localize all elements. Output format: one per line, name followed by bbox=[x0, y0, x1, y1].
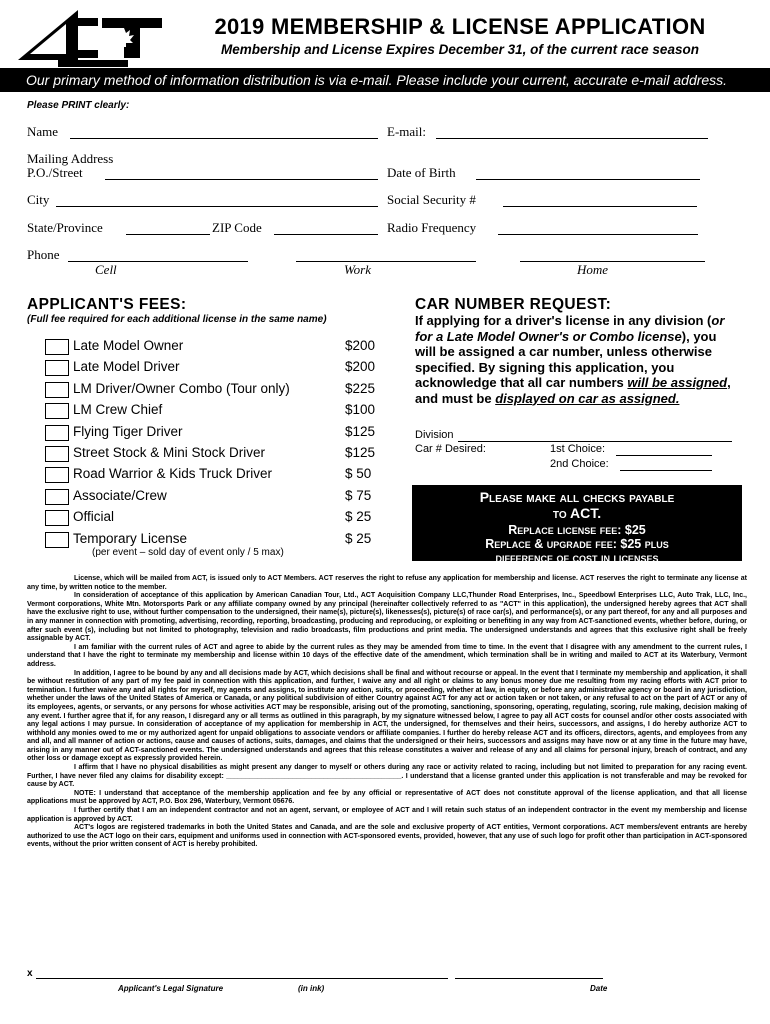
fee-price: $125 bbox=[345, 423, 376, 439]
form-title: 2019 MEMBERSHIP & LICENSE APPLICATION bbox=[214, 14, 706, 39]
fee-row bbox=[45, 509, 390, 527]
first-choice-field[interactable] bbox=[616, 455, 712, 456]
legal-terms bbox=[27, 575, 747, 850]
radio-field[interactable] bbox=[498, 234, 698, 235]
fee-row bbox=[45, 424, 390, 442]
division-field[interactable] bbox=[458, 441, 732, 442]
signature-label: Applicant's Legal Signature bbox=[118, 984, 224, 993]
dob-field[interactable] bbox=[476, 179, 700, 180]
date-label: Date bbox=[590, 984, 608, 993]
difference-of-cost: difference of cost in licenses bbox=[495, 551, 659, 565]
phone-cell-label: Cell bbox=[95, 262, 117, 277]
date-field[interactable] bbox=[455, 978, 603, 979]
legal-paragraph: I am familiar with the current rules of ACT and agree to abide by the current rules as they may be amended from time to time. In the event that I disagree with any amendment to the current rules, I understand that I have the right to terminate my membership and license within 10 days of the effective date of the amendment, which termination shall be in writing and mailed to ACT at its Waterbury, Vermont address. bbox=[27, 643, 747, 668]
fees-heading: APPLICANT'S FEES: bbox=[27, 296, 187, 313]
fee-checkbox[interactable] bbox=[45, 532, 69, 548]
fee-checkbox[interactable] bbox=[45, 446, 69, 462]
legal-paragraph: In addition, I agree to be bound by any and all decisions made by ACT, which decisions shall be final and without recourse or appeal. In the event that I terminate my membership and application, it shall be without restitution of any part of my fee paid in connection with this application, and further, I waive any and all right or claims to any bonus money due me resulting from my racing efforts with ACT prior to termination. I further waive any and all rights for myself, my agents and assigns, to institute any action, suits, or proceeding, whether at law, in equity, or before any administrative agency or board in any jurisdiction, whether under the laws of the United States of America or Canada, or any political subdivision of either Country against ACT for any act or action taken or not taken, or any refusal to act on the part of ACT or any of its employees, agents, or servants, or any persons for whose activities ACT may be responsible, arising out of the promoting, sanctioning, sponsoring, operating, regulating, scoring, rule making, decision making of any event. I further agree that if, for any reason, I disregard any or all terms as outlined in this paragraph, by my signature witnessed below, I agree to pay all ACT costs for counsel and/or other costs associated with any legal actions I may pursue. In consideration of acceptance of my application for membership in ACT, the undersigned, for themselves and their heirs, successors, and assigns, I do hereby authorize ACT to withhold any monies owed to me or my authorized agent for unpaid obligations to associate vendors or affiliate companies. I further do hereby release ACT and its officers, directors, agents, and employees from any and all, and all manner of action or actions, cause and causes of actions, suits, damages, and claims that the undersigned or their heirs, successors and assigns may have now or at any time in the future may have, arising in any manner out of ACT-sanctioned events. The undersigned understands and agrees that this release constitutes a waiver and release of any and all claims for personal injury, breach of contract, and any other loss or damage except as expressly provided herein. bbox=[27, 669, 747, 763]
po-street-label: P.O./Street bbox=[27, 165, 83, 180]
phone-work-field[interactable] bbox=[296, 261, 476, 262]
fee-label: Official bbox=[73, 509, 115, 525]
fee-label: Temporary License bbox=[73, 530, 188, 546]
temporary-license-note: (per event – sold day of event only / 5 max) bbox=[92, 547, 284, 558]
fee-price: $ 25 bbox=[345, 509, 372, 525]
fee-row bbox=[45, 381, 390, 399]
signature-field[interactable] bbox=[36, 978, 448, 979]
legal-paragraph: I affirm that I have no physical disabilities as might present any danger to myself or others during any race or activity related to racing, including but not limited to preparation for any racing event. Further, I have never filed any claims for disability except: _____________________________________________. I understand that a license granted under this application is not transferable and may be revoked for cause by ACT. bbox=[27, 764, 747, 789]
state-label: State/Province bbox=[27, 220, 103, 235]
fee-row bbox=[45, 445, 390, 463]
fee-price: $ 25 bbox=[345, 530, 372, 546]
print-clearly-note: Please PRINT clearly: bbox=[27, 100, 130, 111]
phone-work-label: Work bbox=[344, 262, 371, 277]
fee-row bbox=[45, 531, 390, 549]
name-label: Name bbox=[27, 124, 59, 139]
phone-home-field[interactable] bbox=[520, 261, 705, 262]
fee-label: LM Crew Chief bbox=[73, 402, 163, 418]
checks-line2: to ACT. bbox=[552, 505, 602, 521]
fee-checkbox[interactable] bbox=[45, 510, 69, 526]
form-subtitle: Membership and License Expires December 31, of the current race season bbox=[221, 42, 699, 57]
second-choice-field[interactable] bbox=[620, 470, 712, 471]
fee-label: Late Model Driver bbox=[73, 359, 180, 375]
fee-checkbox[interactable] bbox=[45, 339, 69, 355]
city-field[interactable] bbox=[56, 206, 378, 207]
signature-x-mark: x bbox=[27, 968, 33, 979]
email-notice-banner: Our primary method of information distribution is via e-mail. Please include your current, accurate e-mail address. bbox=[0, 68, 770, 92]
fee-label: Road Warrior & Kids Truck Driver bbox=[73, 466, 273, 482]
fee-row bbox=[45, 338, 390, 356]
state-field[interactable] bbox=[126, 234, 210, 235]
fee-row bbox=[45, 402, 390, 420]
dob-label: Date of Birth bbox=[387, 165, 456, 180]
legal-paragraph: ACT's logos are registered trademarks in both the United States and Canada, and are the sole and exclusive property of ACT entities, Vermont corporations. ACT members/event entrants are hereby authorized to use the ACT logo on their cars, equipment and uniforms used in connection with ACT-sponsored events, provided, however, that any use of such logo for profit other than participation in ACT-sponsored events, without the prior written consent of ACT is hereby prohibited. bbox=[27, 824, 747, 849]
first-choice-label: 1st Choice: bbox=[550, 443, 606, 455]
fee-checkbox[interactable] bbox=[45, 489, 69, 505]
fee-checkbox[interactable] bbox=[45, 425, 69, 441]
email-label: E-mail: bbox=[387, 124, 426, 139]
act-logo bbox=[18, 10, 168, 68]
legal-paragraph: I further certify that I am an independent contractor and not an agent, servant, or employee of ACT and I will retain such status of an independent contractor in the event my membership and license application is approved by ACT. bbox=[27, 807, 747, 823]
car-request-heading: CAR NUMBER REQUEST: bbox=[415, 296, 612, 313]
fee-price: $ 50 bbox=[345, 466, 372, 482]
division-label: Division bbox=[415, 429, 454, 441]
signature-ink-note: (in ink) bbox=[298, 984, 325, 993]
zip-field[interactable] bbox=[274, 234, 378, 235]
fee-price: $100 bbox=[345, 402, 376, 418]
replace-license-fee: Replace license fee: $25 bbox=[508, 523, 646, 537]
fee-checkbox[interactable] bbox=[45, 467, 69, 483]
fee-price: $ 75 bbox=[345, 487, 372, 503]
legal-paragraph: License, which will be mailed from ACT, is issued only to ACT Members. ACT reserves the right to refuse any application for membership and license. ACT reserves the right to terminate any license at any time, by written notice to the member. bbox=[27, 575, 747, 591]
car-request-text: If applying for a driver's license in any division (or for a Late Model Owner's or Combo license), you will be assigned a car number, unless otherwise specified. By signing this application, you acknowledge that all car numbers will be assigned, and must be displayed on car as assigned. bbox=[415, 313, 731, 406]
fee-label: Street Stock & Mini Stock Driver bbox=[73, 445, 266, 460]
fee-checkbox[interactable] bbox=[45, 360, 69, 376]
fee-label: LM Driver/Owner Combo (Tour only) bbox=[73, 380, 290, 396]
legal-paragraph: NOTE: I understand that acceptance of the membership application and fee by any official or representative of ACT does not constitute approval of the license application, and that all license applications must be approved by ACT, P.O. Box 296, Waterbury, Vermont 05676. bbox=[27, 789, 747, 806]
radio-label: Radio Frequency bbox=[387, 220, 477, 235]
legal-paragraph: In consideration of acceptance of this application by American Canadian Tour, Ltd., ACT Acquisition Company LLC,Thunder Road Enterprises, Inc., Speedbowl Enterprises LLC, Auto Trak, LLC, Inc., Vermont corporations, White Mtn. Motorsports Park or any affiliate company owned by any principal (hereinafter collectively referred to as "ACT" in this application), the undersigned hereby agrees that ACT shall have the exclusive right to use, without further compensation to the undersigned, their name(s), picture(s), likenesses(s), picture(s) of race car(s), and performance(s), or any part thereof, for any and all purposes and in any manner in connection with promoting, advertising, recording, reporting, broadcasting, producing and reproducing, or exploiting or benefiting in any way from ACT-sanctioned events, whether before, during, or after such event (s), including but not limited to photography, television and radio broadcasts, film productions and print media. The undersigned understands and agrees that this exclusive right shall be freely assignable by ACT. bbox=[27, 592, 747, 643]
po-street-field[interactable] bbox=[105, 179, 378, 180]
fees-note: (Full fee required for each additional license in the same name) bbox=[27, 314, 327, 325]
fee-price: $200 bbox=[345, 338, 376, 353]
second-choice-label: 2nd Choice: bbox=[550, 458, 609, 470]
fee-price: $225 bbox=[345, 380, 376, 396]
phone-label: Phone bbox=[27, 247, 60, 262]
fee-label: Associate/Crew bbox=[73, 487, 167, 503]
name-field[interactable] bbox=[70, 138, 378, 139]
phone-home-label: Home bbox=[577, 262, 609, 277]
checks-line1: Please make all checks payable bbox=[479, 489, 675, 505]
fee-checkbox[interactable] bbox=[45, 403, 69, 419]
email-field[interactable] bbox=[436, 138, 708, 139]
fee-checkbox[interactable] bbox=[45, 382, 69, 398]
checks-payable-box bbox=[412, 485, 742, 565]
fee-price: $125 bbox=[345, 445, 376, 460]
fee-row bbox=[45, 359, 390, 377]
mailing-address-label: Mailing Address bbox=[27, 151, 114, 166]
zip-label: ZIP Code bbox=[212, 220, 262, 235]
ssn-label: Social Security # bbox=[387, 192, 476, 207]
city-label: City bbox=[27, 192, 50, 207]
fee-price: $200 bbox=[345, 359, 376, 375]
fee-label: Flying Tiger Driver bbox=[73, 423, 183, 439]
replace-upgrade-fee: Replace & upgrade fee: $25 plus bbox=[485, 537, 669, 551]
car-desired-label: Car # Desired: bbox=[415, 443, 486, 455]
fee-row bbox=[45, 488, 390, 506]
ssn-field[interactable] bbox=[503, 206, 697, 207]
fee-label: Late Model Owner bbox=[73, 338, 184, 353]
fee-row bbox=[45, 466, 390, 484]
